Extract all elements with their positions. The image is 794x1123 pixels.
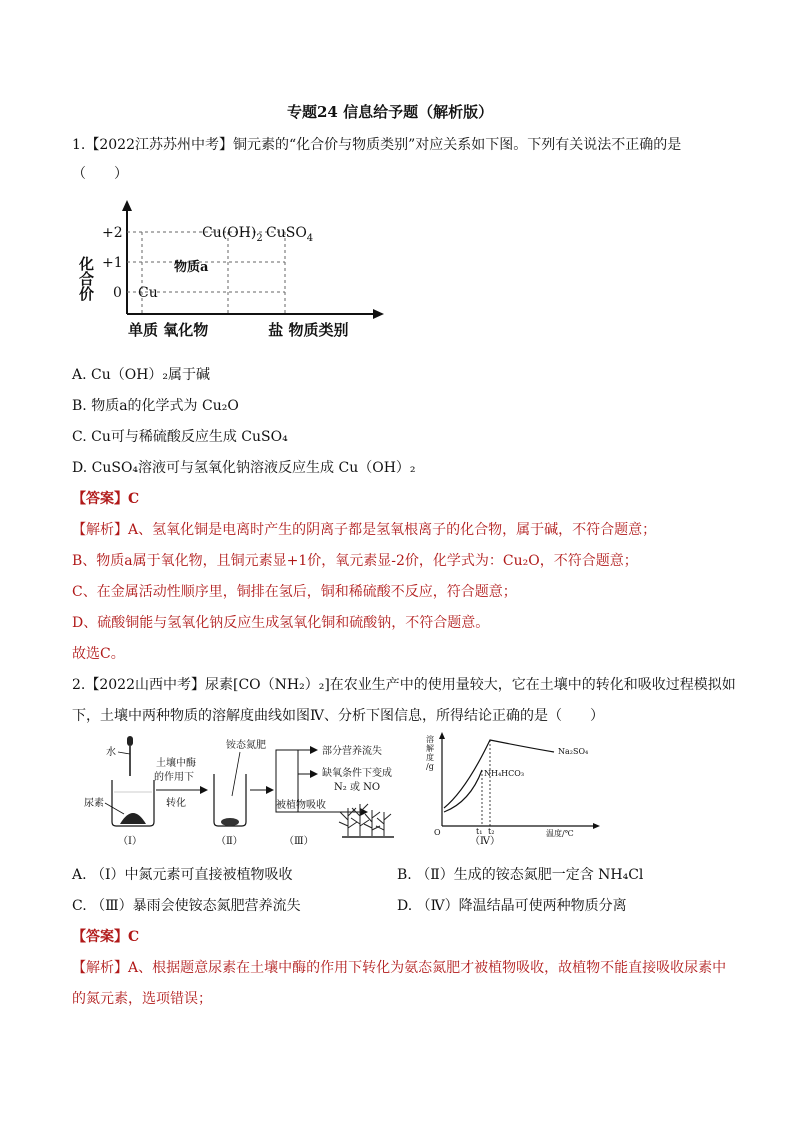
anaerobic-label: 缺氧条件下变成 xyxy=(322,768,392,779)
enzyme-label: 的作用下 xyxy=(154,772,194,783)
enzyme-label: 土壤中酶 xyxy=(156,758,196,769)
q2-process-figure xyxy=(78,730,423,850)
plants-icon xyxy=(339,804,394,837)
ammonium-fertilizer-label: 铵态氮肥 xyxy=(226,740,266,751)
y-axis-label: 度 xyxy=(426,753,434,762)
y-axis-label: /g xyxy=(426,762,434,771)
y-tick-plus2: +2 xyxy=(102,225,123,241)
point-cuso4: CuSO$_4$ xyxy=(266,225,314,244)
q2-answer: 【答案】C xyxy=(72,929,140,945)
q1-stem-line1: 1.【2022江苏苏州中考】铜元素的“化合价与物质类别”对应关系如下图。下列有关说法不正确的是 xyxy=(72,137,682,153)
q1-analysis-line: B、物质a属于氧化物，且铜元素显+1价，氧元素显-2价，化学式为：Cu₂O，不符合题意； xyxy=(72,553,638,569)
t1-label: t₁ xyxy=(476,827,483,836)
q2-solubility-chart xyxy=(426,730,640,848)
q1-option-b: B. 物质a的化学式为 Cu₂O xyxy=(72,398,239,414)
y-tick-plus1: +1 xyxy=(102,255,123,271)
q1-analysis-line: 【解析】A、氢氧化铜是电离时产生的阴离子都是氢氧根离子的化合物，属于碱，不符合题意； xyxy=(72,522,657,538)
q2-option-b: B. （Ⅱ）生成的铵态氮肥一定含 NH₄Cl xyxy=(397,867,644,883)
q1-option-c: C. Cu可与稀硫酸反应生成 CuSO₄ xyxy=(72,429,288,445)
plant-absorb-label: 被植物吸收 xyxy=(276,800,326,811)
water-label: 水 xyxy=(106,747,116,758)
point-substance-a: 物质a xyxy=(174,260,209,275)
y-axis-label: 溶 xyxy=(426,735,434,744)
q1-analysis-line: D、硫酸铜能与氢氧化钠反应生成氢氧化铜和硫酸钠，不符合题意。 xyxy=(72,615,490,631)
nutrient-loss-label: 部分营养流失 xyxy=(322,746,382,757)
origin-label: O xyxy=(434,828,441,837)
q1-stem-line2: （ ） xyxy=(72,166,128,182)
q1-conclusion: 故选C。 xyxy=(72,646,125,662)
t2-label: t₂ xyxy=(488,827,495,836)
page-title: 专题24 信息给予题（解析版） xyxy=(287,103,494,121)
q2-stem-line1: 2.【2022山西中考】尿素[CO（NH₂）₂]在农业生产中的使用量较大，它在土壤中的转化和吸收过程模拟如 xyxy=(72,677,736,693)
fig2-label: （Ⅱ） xyxy=(216,836,243,847)
q1-option-a: A. Cu（OH）₂属于碱 xyxy=(72,367,211,383)
q2-analysis-line: 【解析】A、根据题意尿素在土壤中酶的作用下转化为氨态氮肥才被植物吸收，故植物不能直接吸收尿素中 xyxy=(72,960,727,976)
fig1-label: （Ⅰ） xyxy=(118,836,142,847)
series-nh4hco3-label: NH₄HCO₃ xyxy=(484,769,525,778)
q1-option-d: D. CuSO₄溶液可与氢氧化钠溶液反应生成 Cu（OH）₂ xyxy=(72,460,416,476)
q1-answer: 【答案】C xyxy=(72,491,140,507)
fig4-label: （Ⅳ） xyxy=(470,836,500,847)
nh4hco3-curve xyxy=(444,770,482,812)
point-cuoh2: $Cu(OH)_2$ xyxy=(202,225,263,244)
q2-option-c: C. （Ⅲ）暴雨会使铵态氮肥营养流失 xyxy=(72,898,301,914)
x-axis-label: 单质 氧化物 盐 物质类别 xyxy=(128,321,349,339)
q2-option-a: A. （Ⅰ）中氮元素可直接被植物吸收 xyxy=(72,867,293,883)
q2-analysis-line: 的氮元素，选项错误； xyxy=(72,991,212,1007)
urea-label: 尿素 xyxy=(84,798,104,809)
q1-valence-figure xyxy=(77,196,390,342)
y-tick-0: 0 xyxy=(113,285,122,301)
urea-pile xyxy=(120,813,146,824)
dropper-bulb xyxy=(127,736,133,746)
point-cu: Cu xyxy=(138,285,158,301)
fig3-label: （Ⅲ） xyxy=(284,836,314,847)
q2-stem-line2: 下，土壤中两种物质的溶解度曲线如图Ⅳ、分析下图信息，所得结论正确的是（ ） xyxy=(72,708,604,724)
n2-no-label: N₂ 或 NO xyxy=(334,782,381,793)
q2-option-d: D. （Ⅳ）降温结晶可使两种物质分离 xyxy=(397,898,627,914)
y-axis-label: 化合价 xyxy=(77,256,95,301)
convert-label: 转化 xyxy=(166,798,186,809)
q1-analysis-line: C、在金属活动性顺序里，铜排在氢后，铜和稀硫酸不反应，符合题意； xyxy=(72,584,517,600)
y-axis-label: 解 xyxy=(426,744,434,753)
series-na2so4-label: Na₂SO₄ xyxy=(558,747,589,756)
x-axis-label: 温度/℃ xyxy=(546,829,574,838)
